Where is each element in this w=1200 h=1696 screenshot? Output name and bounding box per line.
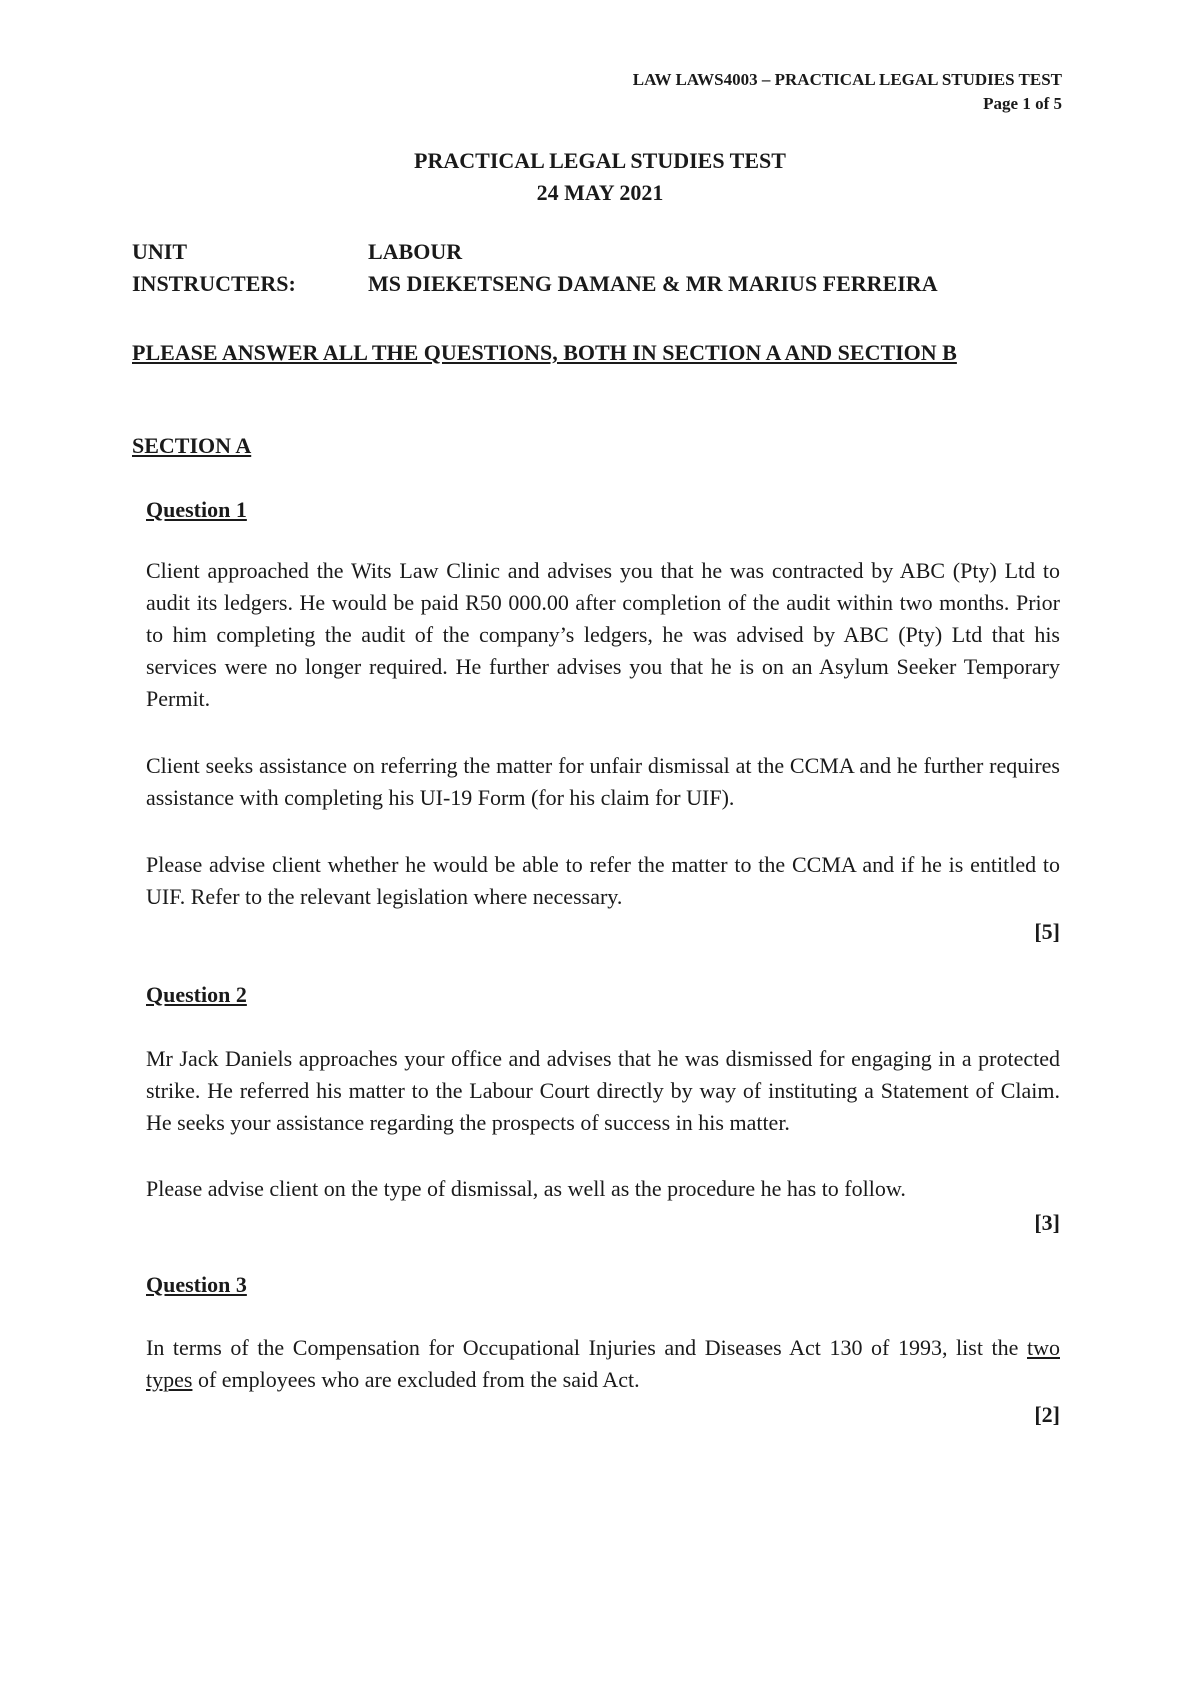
- unit-label: UNIT: [132, 239, 188, 264]
- unit-value: LABOUR: [368, 239, 463, 264]
- question-3-underlined-text: two types: [146, 1335, 1060, 1392]
- question-3-text-after: of employees who are excluded from the said Act.: [192, 1367, 640, 1392]
- section-heading: SECTION A: [132, 433, 252, 458]
- page-header: [633, 68, 1062, 116]
- question-2-paragraph-2: Please advise client on the type of dismissal, as well as the procedure he has to follow.: [146, 1176, 906, 1201]
- document-title: [0, 145, 1200, 209]
- question-2-heading: Question 2: [146, 982, 247, 1007]
- instruction-line: PLEASE ANSWER ALL THE QUESTIONS, BOTH IN SECTION A AND SECTION B: [132, 340, 957, 365]
- question-1-paragraph-1: Client approached the Wits Law Clinic and advises you that he was contracted by ABC (Pty) Ltd to audit its ledgers. He would be paid R50 000.00 after completion of the audit within two months. Prior to him completing the audit of the company’s ledgers, he was advised by ABC (Pty) Ltd that his services were no longer required. He further advises you that he is on an Asylum Seeker Temporary Permit.: [146, 558, 1060, 711]
- question-2-marks: [3]: [1034, 1210, 1060, 1235]
- instructors-label: INSTRUCTERS:: [132, 271, 296, 296]
- test-title: PRACTICAL LEGAL STUDIES TEST: [414, 148, 786, 173]
- page-number: Page 1 of 5: [983, 94, 1062, 113]
- question-1-paragraph-3: Please advise client whether he would be able to refer the matter to the CCMA and if he is entitled to UIF. Refer to the relevant legislation where necessary.: [146, 852, 1060, 909]
- question-1-marks: [5]: [1034, 919, 1060, 944]
- question-1-heading: Question 1: [146, 497, 247, 522]
- instructors-value: MS DIEKETSENG DAMANE & MR MARIUS FERREIRA: [368, 271, 938, 296]
- question-1-paragraph-2: Client seeks assistance on referring the matter for unfair dismissal at the CCMA and he further requires assistance with completing his UI-19 Form (for his claim for UIF).: [146, 753, 1060, 810]
- question-3-marks: [2]: [1034, 1402, 1060, 1427]
- test-date: 24 MAY 2021: [536, 180, 664, 205]
- question-2-paragraph-1: Mr Jack Daniels approaches your office and advises that he was dismissed for engaging in a protected strike. He referred his matter to the Labour Court directly by way of instituting a Statement of Claim. He seeks your assistance regarding the prospects of success in his matter.: [146, 1046, 1060, 1135]
- question-3-heading: Question 3: [146, 1272, 247, 1297]
- course-code-line: LAW LAWS4003 – PRACTICAL LEGAL STUDIES TEST: [632, 70, 1062, 89]
- question-3-paragraph: [146, 1332, 1060, 1396]
- question-3-text-before: In terms of the Compensation for Occupational Injuries and Diseases Act 130 of 1993, list the: [146, 1335, 1027, 1360]
